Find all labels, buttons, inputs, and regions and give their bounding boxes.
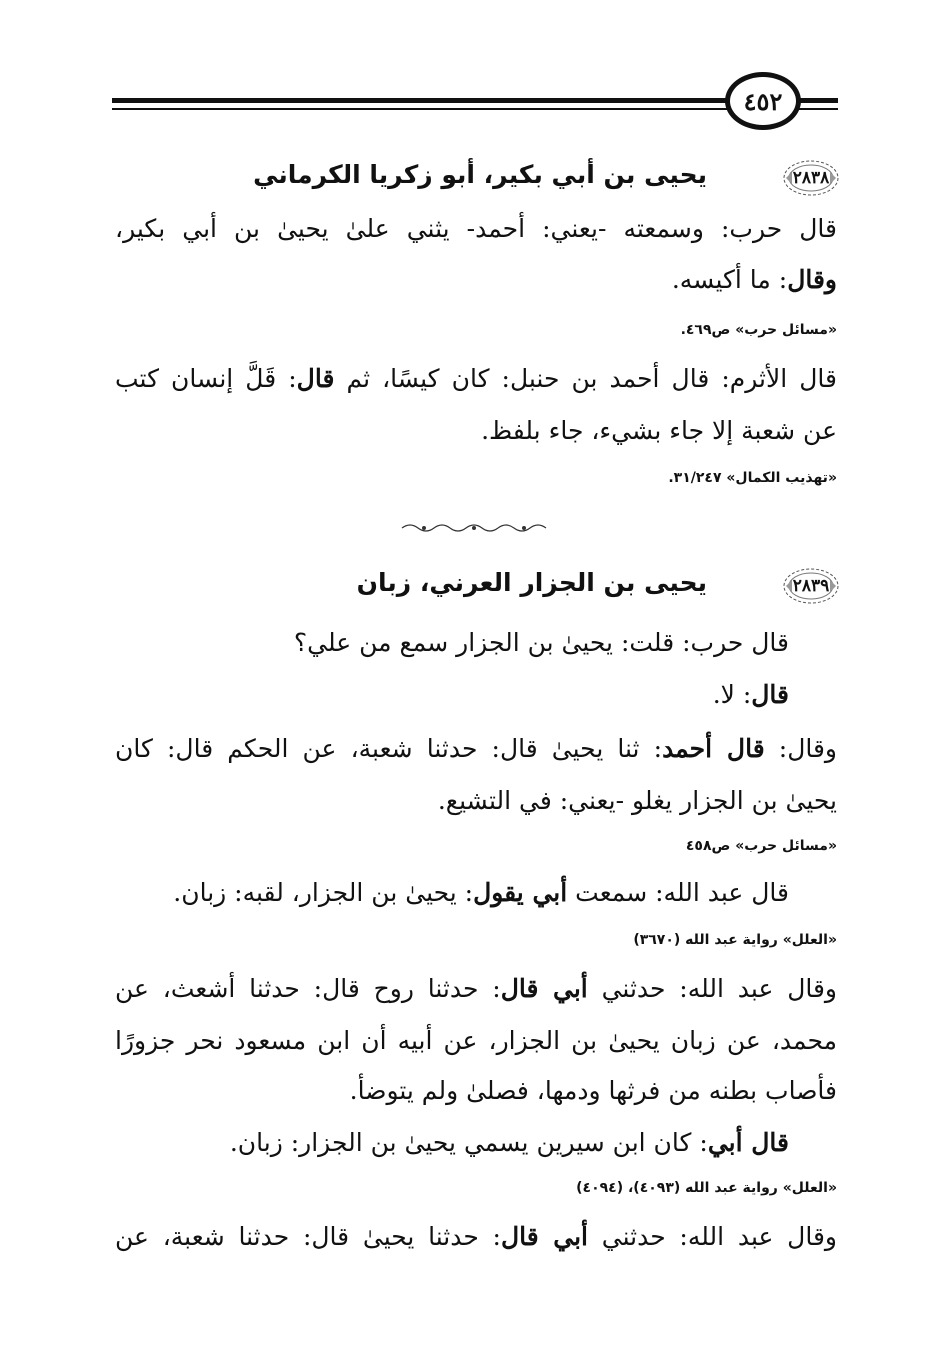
source-citation: «تهذيب الكمال» ٣١/٢٤٧. <box>668 470 837 486</box>
text-line <box>672 265 837 294</box>
text-span: : حدثنا روح قال: حدثنا أشعث، عن <box>115 974 501 1003</box>
text-line <box>115 364 837 393</box>
text-line <box>115 734 837 763</box>
text-span: : قَلَّ إنسان كتب <box>115 364 297 393</box>
page-number <box>725 72 801 130</box>
bold-phrase: أبي يقول <box>473 878 568 907</box>
source-citation: «العلل» رواية عبد الله (٤٠٩٣)، (٤٠٩٤) <box>576 1180 837 1196</box>
bold-phrase: وقال <box>787 265 837 294</box>
text-line: فأصاب بطنه من فرثها ودمها، فصلىٰ ولم يتوضأ. <box>349 1076 837 1105</box>
source-citation: «مسائل حرب» ص٤٥٨ <box>685 838 837 854</box>
source-citation: «مسائل حرب» ص٤٦٩. <box>680 322 837 338</box>
text-line: قال حرب: قلت: يحيىٰ بن الجزار سمع من علي؟ <box>293 628 789 657</box>
text-span: : لا. <box>712 680 752 709</box>
entry-title: يحيى بن الجزار العرني، زبان <box>356 568 707 597</box>
text-span: : ما أكيسه. <box>671 265 788 294</box>
source-citation: «العلل» رواية عبد الله (٣٦٧٠) <box>633 932 837 948</box>
section-divider-ornament <box>400 522 548 534</box>
bold-phrase: قال أحمد <box>662 734 765 763</box>
text-line <box>713 680 789 709</box>
bold-phrase: قال <box>751 680 789 709</box>
text-line: عن شعبة إلا جاء بشيء، جاء بلفظ. <box>481 416 837 445</box>
entry-number-badge <box>782 158 840 198</box>
bold-phrase: أبي قال <box>500 974 588 1003</box>
text-line <box>115 974 837 1003</box>
text-line: يحيىٰ بن الجزار يغلو -يعني: في التشيع. <box>437 786 837 815</box>
bold-phrase: قال أبي <box>707 1128 789 1157</box>
text-span: قال عبد الله: سمعت <box>567 878 789 907</box>
entry-number: ٢٨٣٩ <box>792 576 830 596</box>
text-line: محمد، عن زبان يحيىٰ بن الجزار، عن أبيه أن ابن مسعود نحر جزورًا <box>115 1026 837 1055</box>
text-span: : حدثنا يحيىٰ قال: حدثنا شعبة، عن <box>115 1222 501 1251</box>
text-span: وقال عبد الله: حدثني <box>587 974 837 1003</box>
text-span: : يحيىٰ بن الجزار، لقبه: زبان. <box>173 878 474 907</box>
text-line <box>173 878 789 907</box>
text-line: قال حرب: وسمعته -يعني: أحمد- يثني علىٰ يحيىٰ بن أبي بكير، <box>115 214 837 243</box>
text-line <box>115 1222 837 1251</box>
text-span: : ثنا يحيىٰ قال: حدثنا شعبة، عن الحكم قال: كان <box>115 734 663 763</box>
entry-number-badge <box>782 566 840 606</box>
entry-number: ٢٨٣٨ <box>792 168 830 188</box>
bold-phrase: أبي قال <box>500 1222 588 1251</box>
text-span: وقال: <box>764 734 837 763</box>
text-span: : كان ابن سيرين يسمي يحيىٰ بن الجزار: زبان. <box>229 1128 708 1157</box>
entry-title: يحيى بن أبي بكير، أبو زكريا الكرماني <box>253 160 707 189</box>
text-line <box>230 1128 789 1157</box>
bold-phrase: قال <box>296 364 335 393</box>
text-span: وقال عبد الله: حدثني <box>587 1222 837 1251</box>
text-span: قال الأثرم: قال أحمد بن حنبل: كان كيسًا، ثم <box>334 364 837 393</box>
page-number-text: ٤٥٢ <box>743 86 783 116</box>
